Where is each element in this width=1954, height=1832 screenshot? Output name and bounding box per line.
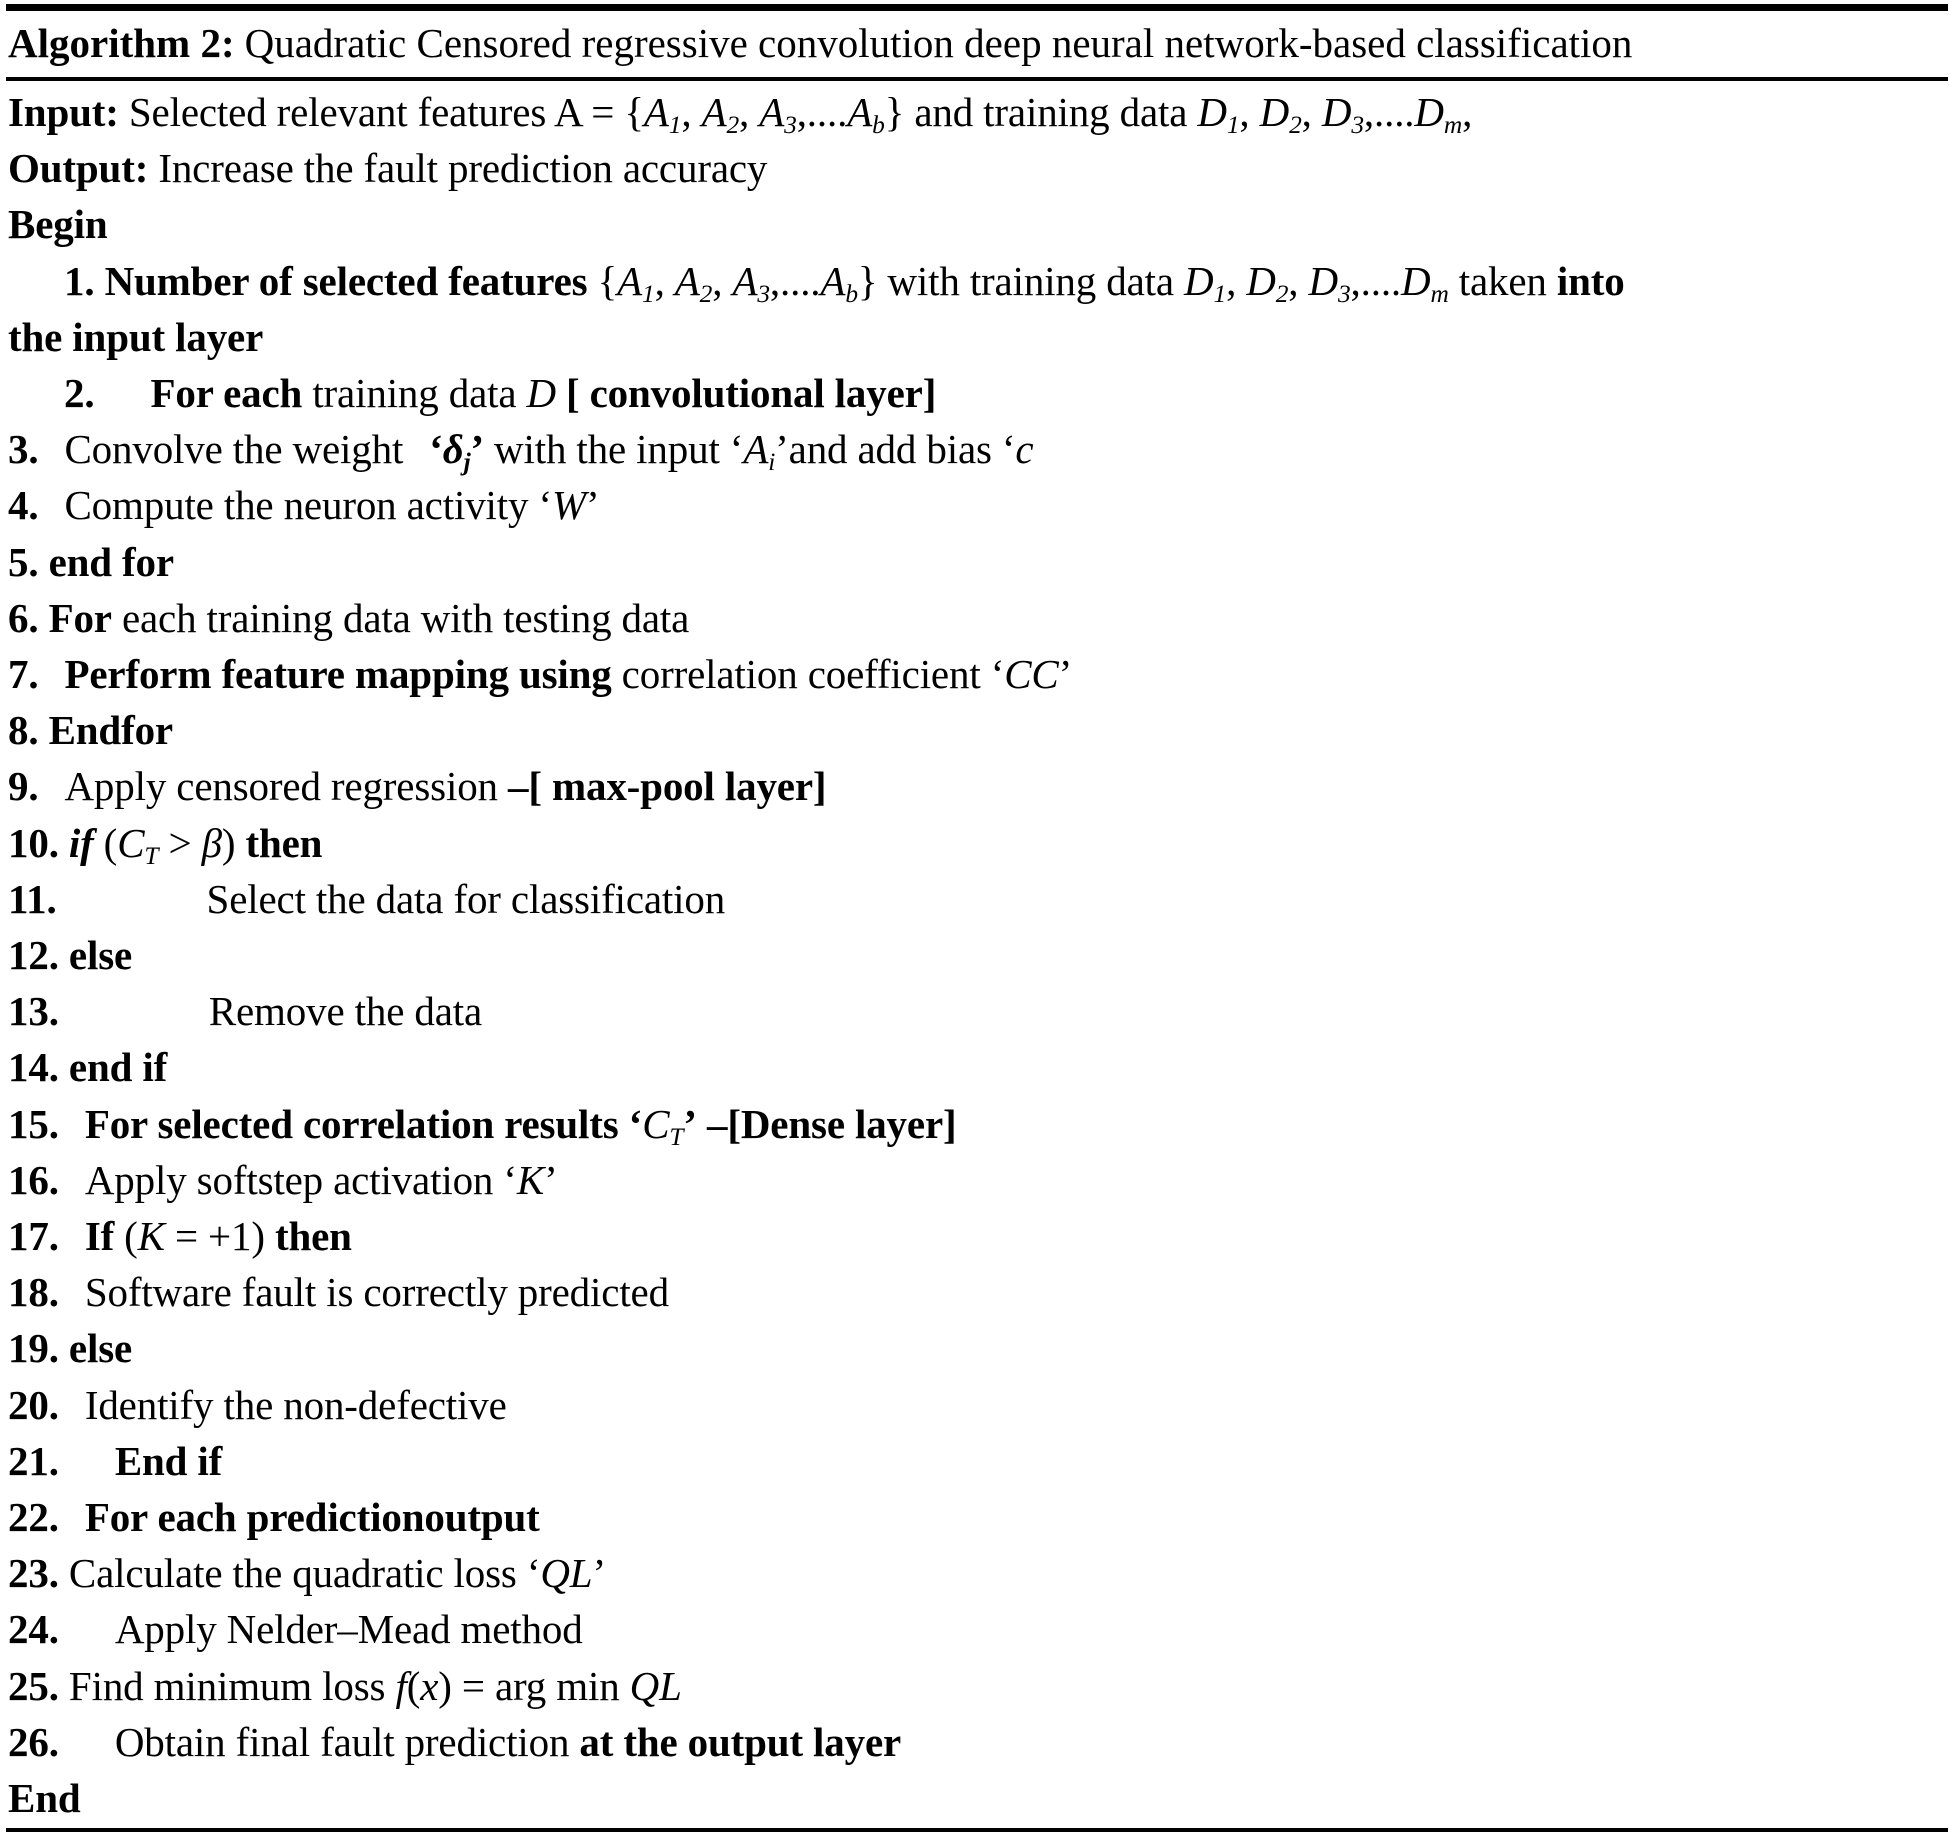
step-6-reg-1: each training data with testing data xyxy=(111,594,690,641)
step-number-8: 8. xyxy=(8,707,39,754)
step-1-D2: D xyxy=(1246,257,1276,304)
step-number-23: 23. xyxy=(8,1550,59,1597)
input-D3-sub: 3 xyxy=(1351,111,1364,140)
step-15-C-sub: T xyxy=(669,1122,684,1151)
step-line-22 xyxy=(8,1489,1946,1545)
input-line: Input: Selected relevant features $A = \{A_1$, $A_2$, $A_3,....A_b$} and training data $D_1$, $D_2$, $D_3,....D_m$, xyxy=(8,89,1473,140)
step-3-quote-open-2: ‘ xyxy=(729,426,744,473)
step-11-reg-1: Select the data for classification xyxy=(206,875,726,922)
step-3-quote-open: ‘ xyxy=(429,426,443,473)
input-D3: D xyxy=(1321,89,1352,135)
step-number-7: 7. xyxy=(8,651,39,698)
input-dots-2: ,.... xyxy=(1363,89,1415,135)
step-10-beta: β xyxy=(201,819,222,866)
step-number-13: 13. xyxy=(8,988,59,1035)
step-3-reg-2: with the input xyxy=(494,426,730,473)
step-3-delta: δ xyxy=(442,426,464,473)
step-number-19: 19. xyxy=(8,1325,59,1372)
step-number-16: 16. xyxy=(8,1156,59,1203)
step-3-c: c xyxy=(1015,426,1034,473)
input-text-mid: } and training data xyxy=(884,89,1198,135)
input-A3-sub: 3 xyxy=(784,111,797,140)
step-17-K: K xyxy=(137,1213,165,1260)
step-1-D1: D xyxy=(1184,257,1214,304)
step-16-quote-open: ‘ xyxy=(503,1156,517,1203)
step-1-A3-sub: 3 xyxy=(757,279,770,308)
step-7-bold-1: Perform feature mapping using xyxy=(64,651,612,698)
step-21-bold-1: End if xyxy=(114,1437,223,1484)
step-1-A1-sub: 1 xyxy=(642,279,655,308)
step-line-23 xyxy=(8,1545,1946,1601)
input-D1: D xyxy=(1197,89,1227,135)
step-line-15 xyxy=(8,1096,1946,1152)
input-A2-sub: 2 xyxy=(726,111,740,140)
begin-line xyxy=(8,196,1946,252)
input-A2: A xyxy=(701,89,727,135)
input-A3: A xyxy=(759,89,785,135)
input-text-lead: Selected relevant features A = { xyxy=(128,89,644,135)
step-6-bold-1: For xyxy=(48,594,112,641)
step-4-reg-1: Compute the neuron activity xyxy=(64,482,539,529)
step-25-QL: QL xyxy=(629,1662,682,1709)
step-1-Ab: A xyxy=(820,257,846,304)
step-line-2 xyxy=(8,365,1946,421)
step-7-CC: CC xyxy=(1004,651,1059,698)
step-13-reg-1: Remove the data xyxy=(208,988,483,1035)
step-1-D2-sub: 2 xyxy=(1275,279,1289,308)
step-25-argmin: arg min xyxy=(494,1662,630,1709)
step-line-17 xyxy=(8,1208,1946,1264)
step-line-3 xyxy=(8,421,1946,477)
step-number-3: 3. xyxy=(8,426,39,473)
step-3-A-sub: i xyxy=(768,448,776,477)
top-rule xyxy=(6,4,1948,11)
algorithm-box xyxy=(0,4,1954,1832)
input-tail: , xyxy=(1462,89,1473,135)
output-text: Increase the fault prediction accuracy xyxy=(158,145,768,192)
step-25-paren-close: ) xyxy=(438,1662,452,1709)
step-1-wrap-bold: the input layer xyxy=(8,313,264,360)
step-number-21: 21. xyxy=(8,1437,59,1484)
end-line xyxy=(8,1770,1946,1826)
end-label: End xyxy=(8,1775,81,1822)
step-22-bold-1: For each predictionoutput xyxy=(84,1494,540,1541)
step-23-quote-open: ‘ xyxy=(526,1550,541,1597)
step-19-bold-1: else xyxy=(68,1325,133,1372)
output-label: Output: xyxy=(8,145,149,192)
step-number-20: 20. xyxy=(8,1381,59,1428)
input-Dm-sub: m xyxy=(1443,111,1463,140)
step-17-paren-close: ) xyxy=(251,1213,265,1260)
step-number-12: 12. xyxy=(8,932,59,979)
step-10-C-sub: T xyxy=(144,841,159,870)
step-line-25 xyxy=(8,1658,1946,1714)
input-A1-sub: 1 xyxy=(668,111,682,140)
step-10-C: C xyxy=(117,819,145,866)
step-10-paren-close: ) xyxy=(221,819,236,866)
step-1-tail-bold: into xyxy=(1556,257,1625,304)
step-1-A3: A xyxy=(732,257,758,304)
step-16-quote-close: ’ xyxy=(544,1156,558,1203)
input-D2: D xyxy=(1259,89,1290,135)
input-Dm: D xyxy=(1414,89,1444,135)
step-16-K: K xyxy=(516,1156,545,1203)
input-Ab-sub: b xyxy=(872,111,885,140)
step-4-W: W xyxy=(552,482,587,529)
step-number-14: 14. xyxy=(8,1044,59,1091)
step-2-bold-2: [ convolutional layer] xyxy=(566,370,937,417)
step-5-bold-1: end for xyxy=(48,538,174,585)
step-1-dots-d: ,.... xyxy=(1350,257,1402,304)
step-1-dots-a: ,.... xyxy=(769,257,821,304)
step-number-10: 10. xyxy=(8,819,59,866)
step-25-eq: = xyxy=(451,1662,495,1709)
step-17-eq: = +1 xyxy=(164,1213,252,1260)
step-1-tail-regular: taken xyxy=(1458,257,1557,304)
step-15-bold-1: For selected correlation results xyxy=(84,1100,629,1147)
step-line-24 xyxy=(8,1601,1946,1657)
step-line-6 xyxy=(8,590,1946,646)
step-7-reg-1: correlation coefficient xyxy=(621,651,991,698)
step-line-9 xyxy=(8,758,1946,814)
step-10-paren-open: ( xyxy=(103,819,118,866)
step-line-14 xyxy=(8,1039,1946,1095)
step-line-21 xyxy=(8,1433,1946,1489)
step-1-brace-open: { xyxy=(597,257,618,304)
step-9-bold-1: –[ max-pool layer] xyxy=(508,763,827,810)
step-3-reg-1: Convolve the weight xyxy=(64,426,404,473)
step-line-1: 1. Number of selected features {$A_1$, $A_2$, $A_3,....A_b$} with training data $D_1$, $D_2$, $D_3,....D_m$ taken into xyxy=(64,257,1625,308)
step-26-bold-1: at the output layer xyxy=(579,1718,902,1765)
step-25-f: f xyxy=(395,1662,407,1709)
step-2-D: D xyxy=(526,370,556,417)
step-1-D1-sub: 1 xyxy=(1213,279,1227,308)
step-number-5: 5. xyxy=(8,538,39,585)
step-15-quote-close: ’ xyxy=(683,1100,697,1147)
step-line-20 xyxy=(8,1377,1946,1433)
step-number-25: 25. xyxy=(8,1662,59,1709)
step-line-18 xyxy=(8,1264,1946,1320)
step-10-then: then xyxy=(245,819,323,866)
page-title: Quadratic Censored regressive convolution deep neural network-based classification xyxy=(244,20,1633,66)
input-label: Input: xyxy=(8,89,119,135)
step-25-x: x xyxy=(420,1662,439,1709)
bottom-rule xyxy=(6,1828,1948,1832)
step-3-quote-close: ’ xyxy=(470,426,485,473)
step-7-quote-close: ’ xyxy=(1058,651,1073,698)
step-line-4 xyxy=(8,477,1946,533)
output-line xyxy=(8,140,1946,196)
begin-label: Begin xyxy=(8,201,108,248)
algorithm-body xyxy=(6,81,1948,1828)
step-1-Dm: D xyxy=(1401,257,1431,304)
step-number-15: 15. xyxy=(8,1100,59,1147)
algorithm-title-row xyxy=(6,11,1948,77)
step-17-paren-open: ( xyxy=(124,1213,138,1260)
step-line-12 xyxy=(8,927,1946,983)
step-line-16 xyxy=(8,1152,1946,1208)
step-18-reg-1: Software fault is correctly predicted xyxy=(84,1269,669,1316)
step-number-1: 1. xyxy=(64,257,95,304)
step-25-paren-open: ( xyxy=(406,1662,421,1709)
step-3-quote-close-2: ’ xyxy=(775,426,789,473)
step-1-A2: A xyxy=(674,257,700,304)
step-number-26: 26. xyxy=(8,1718,59,1765)
input-D1-sub: 1 xyxy=(1226,111,1240,140)
step-1-Ab-sub: b xyxy=(845,279,858,308)
step-number-24: 24. xyxy=(8,1606,59,1653)
step-25-reg-1: Find minimum loss xyxy=(68,1662,396,1709)
step-line-7 xyxy=(8,646,1946,702)
step-1-D3: D xyxy=(1308,257,1338,304)
step-15-bold-2: –[Dense layer] xyxy=(707,1100,957,1147)
step-9-reg-1: Apply censored regression xyxy=(64,763,509,810)
step-line-10 xyxy=(8,815,1946,871)
step-1-D3-sub: 3 xyxy=(1337,279,1351,308)
step-14-bold-1: end if xyxy=(68,1044,168,1091)
step-1-brace-close: } xyxy=(857,257,878,304)
algorithm-label: Algorithm 2: xyxy=(8,20,235,66)
input-Ab: A xyxy=(847,89,873,135)
step-line-19 xyxy=(8,1320,1946,1376)
step-number-9: 9. xyxy=(8,763,39,810)
step-4-quote-close: ’ xyxy=(586,482,600,529)
step-16-reg-1: Apply softstep activation xyxy=(84,1156,504,1203)
step-line-1-wrap xyxy=(8,309,1946,365)
step-1-mid-text: with training data xyxy=(887,257,1185,304)
step-20-reg-1: Identify the non-defective xyxy=(84,1381,507,1428)
step-number-17: 17. xyxy=(8,1213,59,1260)
step-line-5 xyxy=(8,534,1946,590)
input-D2-sub: 2 xyxy=(1289,111,1302,140)
step-line-11 xyxy=(8,871,1946,927)
step-1-head: Number of selected features xyxy=(104,257,588,304)
step-number-18: 18. xyxy=(8,1269,59,1316)
step-17-then: then xyxy=(274,1213,352,1260)
input-dots-1: ,.... xyxy=(796,89,848,135)
step-number-4: 4. xyxy=(8,482,39,529)
step-23-reg-1: Calculate the quadratic loss xyxy=(68,1550,527,1597)
step-3-A: A xyxy=(743,426,769,473)
step-10-if: if xyxy=(68,819,94,866)
step-26-reg-1: Obtain final fault prediction xyxy=(114,1718,580,1765)
step-10-gt: > xyxy=(158,819,202,866)
step-23-quote-close: ’ xyxy=(592,1550,606,1597)
step-4-quote-open: ‘ xyxy=(538,482,552,529)
step-15-C: C xyxy=(642,1100,670,1147)
step-12-bold-1: else xyxy=(68,932,133,979)
step-2-bold-1: For each xyxy=(150,370,303,417)
step-number-6: 6. xyxy=(8,594,39,641)
step-15-quote-open: ‘ xyxy=(628,1100,643,1147)
input-A1: A xyxy=(643,89,669,135)
step-number-2: 2. xyxy=(64,370,95,417)
step-17-if: If xyxy=(84,1213,115,1260)
step-1-Dm-sub: m xyxy=(1430,279,1449,308)
step-3-c-quote: ‘ xyxy=(1001,426,1016,473)
step-line-13 xyxy=(8,983,1946,1039)
step-7-quote-open: ‘ xyxy=(990,651,1005,698)
step-1-A2-sub: 2 xyxy=(699,279,713,308)
step-2-reg-1: training data xyxy=(312,370,527,417)
step-number-22: 22. xyxy=(8,1494,59,1541)
step-3-reg-3: and add bias xyxy=(788,426,1002,473)
step-24-reg-1: Apply Nelder–Mead method xyxy=(114,1606,583,1653)
step-3-delta-sub: j xyxy=(463,448,471,477)
step-number-11: 11. xyxy=(8,875,57,922)
step-8-bold-1: Endfor xyxy=(48,707,173,754)
step-line-8 xyxy=(8,702,1946,758)
step-23-QL: QL xyxy=(540,1550,593,1597)
step-1-A1: A xyxy=(617,257,642,304)
